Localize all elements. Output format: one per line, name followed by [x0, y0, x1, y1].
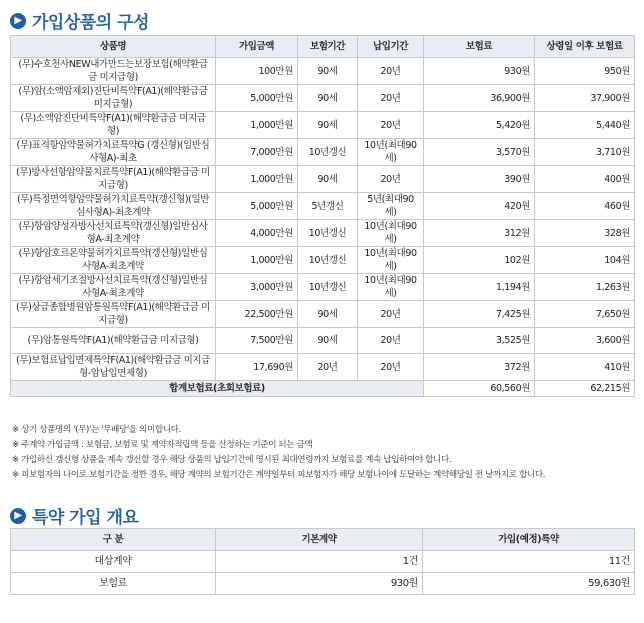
note-1: ※ 상기 상품명의 '(무)'는 '무배당'을 의미합니다.	[12, 425, 181, 435]
cell-pay: 20년	[358, 112, 424, 139]
cell-period: 5년갱신	[298, 193, 358, 220]
cell-after: 7,650원	[535, 301, 635, 328]
play-circle-icon: ▶	[10, 508, 26, 524]
table-row	[11, 166, 635, 193]
cell-pay: 20년	[358, 85, 424, 112]
cell-premium: 7,425원	[424, 301, 535, 328]
table-row	[11, 354, 635, 381]
cell-after: 950원	[535, 58, 635, 85]
table-row	[11, 301, 635, 328]
cell-after: 1,263원	[535, 274, 635, 301]
cell-period: 10년갱신	[298, 247, 358, 274]
summary-row	[11, 551, 635, 573]
cell-name: (무)방사선항암약물치료특약F(A1)(해약환급금 미지급형)	[11, 166, 216, 193]
cell-amount: 5,000만원	[216, 193, 298, 220]
cell-name: (무)수호천사NEW내가만드는보장보험(해약환급금 미지급형)	[11, 58, 216, 85]
summary-header-base: 기본계약	[216, 529, 423, 551]
table-row	[11, 112, 635, 139]
cell-amount: 17,690원	[216, 354, 298, 381]
note-3: ※ 가입하신 갱신형 상품을 계속 갱신할 경우 해당 상품의 납입기간에 명시된 최대연령까지 보험료를 계속 납입하여야 합니다.	[12, 455, 452, 465]
table-row	[11, 193, 635, 220]
cell-name: (무)항암양성자방사선치료특약(갱신형)일반심사형A-최초계약	[11, 220, 216, 247]
table-row	[11, 328, 635, 354]
cell-amount: 1,000만원	[216, 112, 298, 139]
cell-pay: 10년(최대90세)	[358, 220, 424, 247]
total-after: 62,215원	[535, 381, 635, 397]
section-title-summary	[10, 503, 138, 528]
cell-period: 90세	[298, 166, 358, 193]
cell-premium: 390원	[424, 166, 535, 193]
summary-header-label: 구 분	[11, 529, 216, 551]
cell-after: 3,600원	[535, 328, 635, 354]
summary-header-row	[11, 529, 635, 551]
summary-cell-label: 대상계약	[11, 551, 216, 573]
col-header-amount: 가입금액	[216, 36, 298, 58]
cell-name: (무)항암세기조절방사선치료특약(갱신형)일반심사형A-최초계약	[11, 274, 216, 301]
cell-pay: 20년	[358, 301, 424, 328]
summary-cell-base: 1건	[216, 551, 423, 573]
cell-premium: 1,194원	[424, 274, 535, 301]
cell-pay: 10년(최대90세)	[358, 274, 424, 301]
cell-pay: 20년	[358, 58, 424, 85]
cell-after: 328원	[535, 220, 635, 247]
cell-pay: 20년	[358, 354, 424, 381]
cell-pay: 20년	[358, 166, 424, 193]
cell-pay: 10년(최대90세)	[358, 247, 424, 274]
cell-name: (무)보험료납입면제특약F(A1)(해약환급금 미지급형-암납입면제형)	[11, 354, 216, 381]
summary-cell-rider: 59,630원	[423, 573, 635, 595]
cell-name: (무)항암호르몬약물허가치료특약(갱신형)일반심사형A-최초계약	[11, 247, 216, 274]
note-2: ※ 주계약 가입금액 : 보험금, 보험료 및 계약자적립액 등을 산정하는 기준이 되는 금액	[12, 440, 313, 450]
total-row	[11, 381, 635, 397]
col-header-premium: 보험료	[424, 36, 535, 58]
cell-amount: 100만원	[216, 58, 298, 85]
cell-name: (무)암통원특약F(A1)(해약환급금 미지급형)	[11, 328, 216, 354]
col-header-period: 보험기간	[298, 36, 358, 58]
cell-period: 10년갱신	[298, 274, 358, 301]
cell-premium: 930원	[424, 58, 535, 85]
cell-after: 3,710원	[535, 139, 635, 166]
cell-amount: 5,000만원	[216, 85, 298, 112]
total-label: 합계보험료(초회보험료)	[11, 381, 424, 397]
cell-after: 460원	[535, 193, 635, 220]
table-header-row	[11, 36, 635, 58]
play-circle-icon: ▶	[10, 13, 26, 29]
cell-premium: 312원	[424, 220, 535, 247]
table-row	[11, 85, 635, 112]
summary-cell-rider: 11건	[423, 551, 635, 573]
cell-after: 410원	[535, 354, 635, 381]
cell-after: 104원	[535, 247, 635, 274]
section-title-products	[10, 8, 149, 33]
cell-premium: 3,570원	[424, 139, 535, 166]
col-header-name: 상품명	[11, 36, 216, 58]
cell-name: (무)암(소액암제외)진단비특약F(A1)(해약환급금 미지급형)	[11, 85, 216, 112]
cell-premium: 5,420원	[424, 112, 535, 139]
cell-premium: 372원	[424, 354, 535, 381]
cell-period: 90세	[298, 58, 358, 85]
cell-name: (무)상급종합병원암통원특약F(A1)(해약환급금 미지급형)	[11, 301, 216, 328]
cell-pay: 5년(최대90세)	[358, 193, 424, 220]
cell-period: 10년갱신	[298, 139, 358, 166]
cell-premium: 36,900원	[424, 85, 535, 112]
cell-premium: 102원	[424, 247, 535, 274]
cell-period: 90세	[298, 301, 358, 328]
total-premium: 60,560원	[424, 381, 535, 397]
cell-period: 90세	[298, 328, 358, 354]
cell-pay: 10년(최대90세)	[358, 139, 424, 166]
cell-pay: 20년	[358, 328, 424, 354]
table-row	[11, 58, 635, 85]
cell-amount: 4,000만원	[216, 220, 298, 247]
table-row	[11, 247, 635, 274]
cell-amount: 3,000만원	[216, 274, 298, 301]
product-table	[10, 35, 635, 397]
summary-table	[10, 528, 635, 595]
table-row	[11, 220, 635, 247]
cell-amount: 22,500만원	[216, 301, 298, 328]
summary-row	[11, 573, 635, 595]
cell-amount: 1,000만원	[216, 247, 298, 274]
cell-period: 90세	[298, 112, 358, 139]
cell-after: 37,900원	[535, 85, 635, 112]
summary-cell-base: 930원	[216, 573, 423, 595]
note-4: ※ 피보험자의 나이로 보험기간을 정한 경우, 해당 계약의 보험기간은 계약일부터 피보험자가 해당 보험나이에 도달하는 계약해당일 전 날까지로 합니다.	[12, 470, 546, 480]
cell-period: 20년	[298, 354, 358, 381]
summary-cell-label: 보험료	[11, 573, 216, 595]
cell-period: 10년갱신	[298, 220, 358, 247]
section-title-text: 가입상품의 구성	[32, 13, 149, 33]
cell-period: 90세	[298, 85, 358, 112]
summary-header-rider: 가입(예정)특약	[423, 529, 635, 551]
section-title-text: 특약 가입 개요	[32, 508, 139, 528]
col-header-after: 상령일 이후 보험료	[535, 36, 635, 58]
table-row	[11, 274, 635, 301]
cell-after: 400원	[535, 166, 635, 193]
cell-amount: 7,000만원	[216, 139, 298, 166]
col-header-pay: 납입기간	[358, 36, 424, 58]
cell-after: 5,440원	[535, 112, 635, 139]
cell-amount: 1,000만원	[216, 166, 298, 193]
cell-name: (무)표적항암약물허가치료특약G (갱신형)(일반심사형A)-최초	[11, 139, 216, 166]
table-row	[11, 139, 635, 166]
cell-premium: 420원	[424, 193, 535, 220]
cell-amount: 7,500만원	[216, 328, 298, 354]
notes	[12, 423, 637, 483]
cell-name: (무)소액암진단비특약F(A1)(해약환급금 미지급형)	[11, 112, 216, 139]
cell-name: (무)특정면역항암약물허가치료특약(갱신형)(일반심사형A)-최초계약	[11, 193, 216, 220]
cell-premium: 3,525원	[424, 328, 535, 354]
